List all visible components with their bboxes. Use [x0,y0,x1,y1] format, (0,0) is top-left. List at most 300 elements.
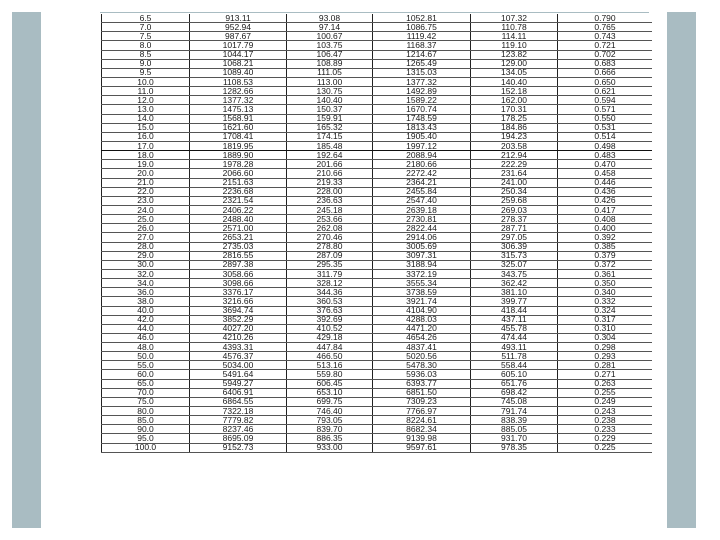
table-cell: 245.18 [287,205,373,214]
table-cell: 2816.55 [190,251,287,260]
table-cell: 0.225 [558,443,653,452]
table-cell: 0.324 [558,306,653,315]
table-cell: 376.63 [287,306,373,315]
table-cell: 203.58 [471,141,558,150]
table-cell: 159.91 [287,114,373,123]
table-row [102,315,653,324]
table-cell: 933.00 [287,443,373,452]
table-cell: 108.89 [287,59,373,68]
table-cell: 2547.40 [373,196,471,205]
table-cell: 4576.37 [190,352,287,361]
table-cell: 392.69 [287,315,373,324]
table-cell: 114.11 [471,32,558,41]
table-cell: 0.531 [558,123,653,132]
table-cell: 194.23 [471,132,558,141]
table-row [102,352,653,361]
table-cell: 0.514 [558,132,653,141]
table-cell: 2571.00 [190,224,287,233]
table-row [102,14,653,23]
table-cell: 931.70 [471,434,558,443]
table-cell: 698.42 [471,388,558,397]
table-cell: 0.233 [558,425,653,434]
table-cell: 987.67 [190,32,287,41]
table-cell: 0.379 [558,251,653,260]
table-cell: 1670.74 [373,105,471,114]
table-cell: 6393.77 [373,379,471,388]
table-cell: 134.05 [471,68,558,77]
table-cell: 27.0 [102,233,190,242]
table-cell: 178.25 [471,114,558,123]
table-cell: 2088.94 [373,151,471,160]
table-row [102,160,653,169]
table-cell: 29.0 [102,251,190,260]
table-cell: 152.18 [471,87,558,96]
table-cell: 2321.54 [190,196,287,205]
table-row [102,388,653,397]
table-cell: 192.64 [287,151,373,160]
table-cell: 0.571 [558,105,653,114]
table-row [102,361,653,370]
table-cell: 0.498 [558,141,653,150]
table-cell: 328.12 [287,279,373,288]
table-cell: 1282.66 [190,87,287,96]
right-accent-bar [667,12,696,528]
table-cell: 399.77 [471,297,558,306]
table-row [102,434,653,443]
table-row [102,169,653,178]
table-row [102,306,653,315]
table-row [102,224,653,233]
table-cell: 1905.40 [373,132,471,141]
table-cell: 2272.42 [373,169,471,178]
table-cell: 0.298 [558,343,653,352]
table-cell: 1089.40 [190,68,287,77]
table-cell: 8.0 [102,41,190,50]
table-cell: 150.37 [287,105,373,114]
table-cell: 8237.46 [190,425,287,434]
table-cell: 70.0 [102,388,190,397]
table-cell: 212.94 [471,151,558,160]
table-cell: 130.75 [287,87,373,96]
table-cell: 297.05 [471,233,558,242]
table-cell: 13.0 [102,105,190,114]
table-cell: 40.0 [102,306,190,315]
table-cell: 1086.75 [373,23,471,32]
table-cell: 4027.20 [190,324,287,333]
table-row [102,59,653,68]
table-cell: 0.446 [558,178,653,187]
table-cell: 2488.40 [190,215,287,224]
table-cell: 9.0 [102,59,190,68]
table-cell: 1475.13 [190,105,287,114]
table-cell: 5034.00 [190,361,287,370]
table-cell: 1017.79 [190,41,287,50]
table-cell: 315.73 [471,251,558,260]
table-cell: 651.76 [471,379,558,388]
table-cell: 36.0 [102,288,190,297]
table-cell: 60.0 [102,370,190,379]
table-cell: 0.408 [558,215,653,224]
table-cell: 0.238 [558,416,653,425]
table-cell: 1377.32 [190,96,287,105]
table-cell: 7766.97 [373,407,471,416]
table-row [102,279,653,288]
table-cell: 3097.31 [373,251,471,260]
table-cell: 44.0 [102,324,190,333]
table-row [102,333,653,342]
table-cell: 1978.28 [190,160,287,169]
table-cell: 2151.63 [190,178,287,187]
table-cell: 100.67 [287,32,373,41]
table-cell: 55.0 [102,361,190,370]
table-cell: 18.0 [102,151,190,160]
table-cell: 3852.29 [190,315,287,324]
table-cell: 8.5 [102,50,190,59]
table-cell: 4104.90 [373,306,471,315]
table-cell: 12.0 [102,96,190,105]
table-cell: 745.08 [471,397,558,406]
table-cell: 162.00 [471,96,558,105]
table-cell: 0.249 [558,397,653,406]
table-cell: 0.271 [558,370,653,379]
table-row [102,132,653,141]
table-cell: 269.03 [471,205,558,214]
table-cell: 0.417 [558,205,653,214]
table-cell: 278.80 [287,242,373,251]
table-cell: 38.0 [102,297,190,306]
table-cell: 6406.91 [190,388,287,397]
table-cell: 3058.66 [190,269,287,278]
table-row [102,32,653,41]
table-cell: 0.385 [558,242,653,251]
table-cell: 228.00 [287,187,373,196]
table-cell: 437.11 [471,315,558,324]
table-cell: 110.78 [471,23,558,32]
table-row [102,187,653,196]
table-cell: 511.78 [471,352,558,361]
table-row [102,416,653,425]
table-cell: 42.0 [102,315,190,324]
table-cell: 17.0 [102,141,190,150]
left-accent-bar [12,12,41,528]
table-cell: 0.304 [558,333,653,342]
table-cell: 0.743 [558,32,653,41]
table-cell: 699.75 [287,397,373,406]
table-cell: 0.229 [558,434,653,443]
table-cell: 11.0 [102,87,190,96]
table-cell: 1568.91 [190,114,287,123]
table-cell: 3188.94 [373,260,471,269]
table-cell: 48.0 [102,343,190,352]
table-cell: 1621.60 [190,123,287,132]
table-cell: 0.790 [558,14,653,23]
table-cell: 653.10 [287,388,373,397]
table-cell: 4393.31 [190,343,287,352]
table-cell: 1044.17 [190,50,287,59]
table-cell: 3372.19 [373,269,471,278]
table-cell: 7779.82 [190,416,287,425]
table-cell: 201.66 [287,160,373,169]
table-cell: 0.255 [558,388,653,397]
table-cell: 90.0 [102,425,190,434]
table-cell: 8682.34 [373,425,471,434]
table-cell: 119.10 [471,41,558,50]
table-row [102,96,653,105]
table-cell: 4654.26 [373,333,471,342]
table-cell: 5478.30 [373,361,471,370]
table-cell: 5936.03 [373,370,471,379]
table-cell: 0.683 [558,59,653,68]
table-cell: 493.11 [471,343,558,352]
table-cell: 26.0 [102,224,190,233]
table-cell: 913.11 [190,14,287,23]
table-row [102,233,653,242]
table-cell: 605.10 [471,370,558,379]
table-cell: 306.39 [471,242,558,251]
table-cell: 85.0 [102,416,190,425]
table-cell: 30.0 [102,260,190,269]
table-row [102,123,653,132]
table-cell: 0.550 [558,114,653,123]
table-cell: 0.263 [558,379,653,388]
table-cell: 210.66 [287,169,373,178]
table-cell: 978.35 [471,443,558,452]
table-cell: 0.361 [558,269,653,278]
table-cell: 16.0 [102,132,190,141]
table-cell: 9.5 [102,68,190,77]
table-cell: 6851.50 [373,388,471,397]
table-cell: 93.08 [287,14,373,23]
table-row [102,205,653,214]
table-cell: 429.18 [287,333,373,342]
table-cell: 140.40 [471,77,558,86]
table-cell: 1997.12 [373,141,471,150]
table-cell: 606.45 [287,379,373,388]
table-cell: 3694.74 [190,306,287,315]
table-cell: 19.0 [102,160,190,169]
table-cell: 8224.61 [373,416,471,425]
table-cell: 50.0 [102,352,190,361]
table-cell: 107.32 [471,14,558,23]
table-cell: 231.64 [471,169,558,178]
table-cell: 559.80 [287,370,373,379]
table-cell: 219.33 [287,178,373,187]
table-cell: 46.0 [102,333,190,342]
table-cell: 6864.55 [190,397,287,406]
table-cell: 21.0 [102,178,190,187]
table-cell: 2914.06 [373,233,471,242]
table-cell: 4837.41 [373,343,471,352]
table-cell: 185.48 [287,141,373,150]
table-cell: 10.0 [102,77,190,86]
table-cell: 1748.59 [373,114,471,123]
table-cell: 4210.26 [190,333,287,342]
table-row [102,251,653,260]
table-cell: 129.00 [471,59,558,68]
table-cell: 253.66 [287,215,373,224]
table-cell: 466.50 [287,352,373,361]
table-cell: 2236.68 [190,187,287,196]
table-cell: 1052.81 [373,14,471,23]
table-cell: 80.0 [102,407,190,416]
table-cell: 22.0 [102,187,190,196]
table-row [102,87,653,96]
table-cell: 418.44 [471,306,558,315]
table-cell: 140.40 [287,96,373,105]
table-cell: 474.44 [471,333,558,342]
table-row [102,105,653,114]
table-cell: 1813.43 [373,123,471,132]
table-cell: 2066.60 [190,169,287,178]
table-row [102,151,653,160]
table-cell: 0.426 [558,196,653,205]
table-cell: 343.75 [471,269,558,278]
table-cell: 886.35 [287,434,373,443]
table-row [102,68,653,77]
table-cell: 7322.18 [190,407,287,416]
table-cell: 0.400 [558,224,653,233]
table-cell: 3098.66 [190,279,287,288]
table-cell: 1265.49 [373,59,471,68]
table-cell: 362.42 [471,279,558,288]
table-cell: 106.47 [287,50,373,59]
table-cell: 558.44 [471,361,558,370]
table-cell: 287.71 [471,224,558,233]
table-cell: 5949.27 [190,379,287,388]
table-cell: 746.40 [287,407,373,416]
table-cell: 838.39 [471,416,558,425]
table-cell: 123.82 [471,50,558,59]
table-row [102,242,653,251]
table-cell: 1168.37 [373,41,471,50]
table-cell: 2822.44 [373,224,471,233]
table-cell: 6.5 [102,14,190,23]
table-cell: 0.281 [558,361,653,370]
table-cell: 3376.17 [190,288,287,297]
table-cell: 4288.03 [373,315,471,324]
table-row [102,288,653,297]
table-cell: 278.37 [471,215,558,224]
table-cell: 311.79 [287,269,373,278]
table-cell: 2455.84 [373,187,471,196]
table-cell: 24.0 [102,205,190,214]
table-cell: 447.84 [287,343,373,352]
table-cell: 295.35 [287,260,373,269]
table-row [102,297,653,306]
table-cell: 0.372 [558,260,653,269]
table-cell: 360.53 [287,297,373,306]
table-cell: 0.621 [558,87,653,96]
table-row [102,397,653,406]
table-cell: 32.0 [102,269,190,278]
table-cell: 236.63 [287,196,373,205]
table-cell: 259.68 [471,196,558,205]
table-cell: 2639.18 [373,205,471,214]
table-row [102,269,653,278]
table-cell: 513.16 [287,361,373,370]
table-cell: 839.70 [287,425,373,434]
table-row [102,379,653,388]
table-cell: 2897.38 [190,260,287,269]
table-row [102,41,653,50]
table-cell: 2730.81 [373,215,471,224]
table-cell: 0.332 [558,297,653,306]
table-cell: 14.0 [102,114,190,123]
table-row [102,141,653,150]
table-cell: 1708.41 [190,132,287,141]
table-cell: 455.78 [471,324,558,333]
table-cell: 287.09 [287,251,373,260]
table-cell: 7309.23 [373,397,471,406]
table-cell: 174.15 [287,132,373,141]
table-cell: 5491.64 [190,370,287,379]
table-row [102,77,653,86]
table-cell: 1068.21 [190,59,287,68]
table-cell: 381.10 [471,288,558,297]
table-row [102,178,653,187]
table-cell: 9139.98 [373,434,471,443]
table-cell: 23.0 [102,196,190,205]
table-row [102,324,653,333]
table-row [102,196,653,205]
table-row [102,370,653,379]
table-cell: 344.36 [287,288,373,297]
table-cell: 791.74 [471,407,558,416]
table-cell: 7.0 [102,23,190,32]
table-cell: 1377.32 [373,77,471,86]
table-cell: 7.5 [102,32,190,41]
table-cell: 325.07 [471,260,558,269]
table-cell: 0.483 [558,151,653,160]
table-cell: 885.05 [471,425,558,434]
table-cell: 165.32 [287,123,373,132]
table-cell: 262.08 [287,224,373,233]
table-cell: 0.470 [558,160,653,169]
table-cell: 170.31 [471,105,558,114]
table-cell: 222.29 [471,160,558,169]
table-cell: 0.702 [558,50,653,59]
table-cell: 0.293 [558,352,653,361]
table-cell: 9152.73 [190,443,287,452]
table-cell: 0.317 [558,315,653,324]
table-cell: 241.00 [471,178,558,187]
table-cell: 0.310 [558,324,653,333]
table-body [102,14,653,452]
table-cell: 28.0 [102,242,190,251]
table-cell: 34.0 [102,279,190,288]
table-cell: 0.765 [558,23,653,32]
table-cell: 111.05 [287,68,373,77]
table-cell: 97.14 [287,23,373,32]
table-cell: 100.0 [102,443,190,452]
table-cell: 1119.42 [373,32,471,41]
table-cell: 3921.74 [373,297,471,306]
table-cell: 3005.69 [373,242,471,251]
table-cell: 75.0 [102,397,190,406]
table-cell: 0.350 [558,279,653,288]
table-cell: 3738.59 [373,288,471,297]
table-row [102,50,653,59]
top-rule [100,12,649,13]
table-cell: 4471.20 [373,324,471,333]
table-cell: 2180.66 [373,160,471,169]
table-cell: 113.00 [287,77,373,86]
table-cell: 2364.21 [373,178,471,187]
table-cell: 0.666 [558,68,653,77]
table-cell: 184.86 [471,123,558,132]
table-cell: 20.0 [102,169,190,178]
table-cell: 0.650 [558,77,653,86]
